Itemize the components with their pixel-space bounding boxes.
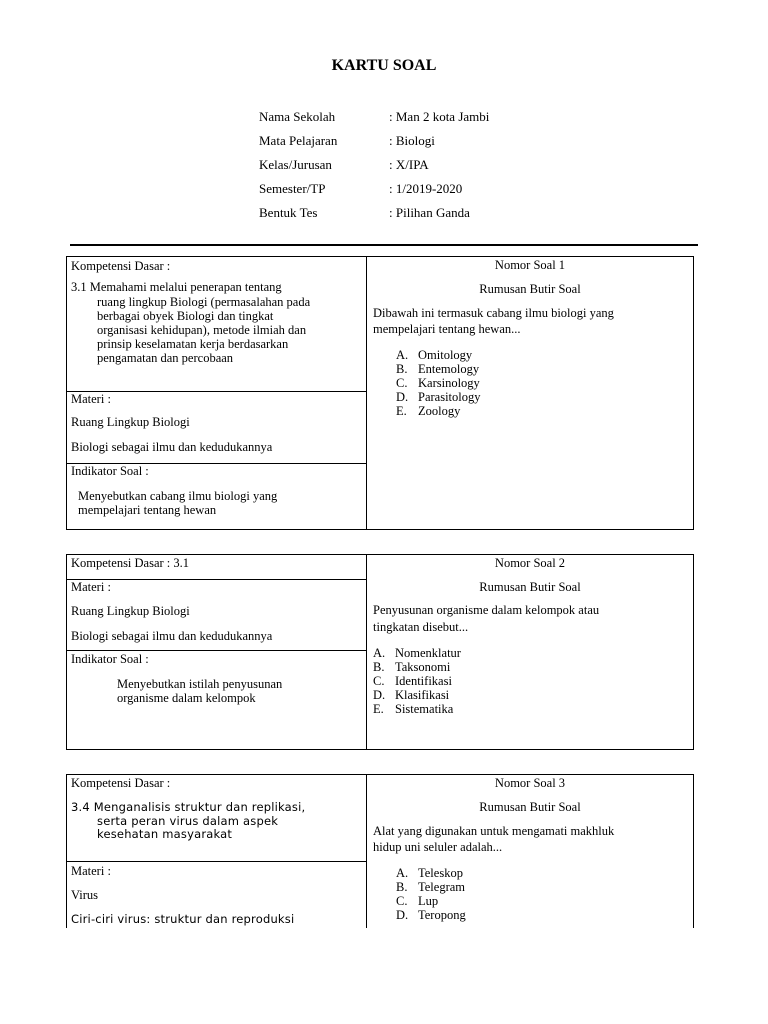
soal-column	[367, 555, 693, 749]
indikator-line: Menyebutkan cabang ilmu biologi yang	[78, 489, 278, 503]
materi-line: Virus	[71, 888, 99, 902]
question-card-3	[66, 774, 694, 928]
kd-line: pengamatan dan percobaan	[97, 351, 234, 365]
materi-line: Biologi sebagai ilmu dan kedudukannya	[71, 629, 273, 643]
materi-section	[67, 861, 367, 929]
materi-section	[67, 391, 367, 463]
option-b: B. Telegram	[396, 880, 466, 894]
option-c: C. Identifikasi	[373, 674, 452, 688]
meta-value-kelas: : X/IPA	[389, 157, 429, 172]
kompetensi-dasar-section	[67, 257, 367, 391]
kompetensi-dasar-section	[67, 555, 367, 579]
option-d: D. Teropong	[396, 908, 466, 922]
nomor-soal: Nomor Soal 2	[494, 556, 566, 570]
materi-section	[67, 579, 367, 650]
meta-label-semester: Semester/TP	[259, 181, 326, 196]
kd-label: Kompetensi Dasar :	[71, 259, 171, 273]
meta-label-bentuk-tes: Bentuk Tes	[259, 205, 318, 220]
meta-label-mata-pelajaran: Mata Pelajaran	[259, 133, 338, 148]
question-line: hidup uni seluler adalah...	[373, 840, 503, 854]
kompetensi-dasar-section	[67, 775, 367, 861]
materi-line: Biologi sebagai ilmu dan kedudukannya	[71, 440, 273, 454]
kd-line: kesehatan masyarakat	[97, 827, 233, 841]
rumusan-butir-soal: Rumusan Butir Soal	[479, 800, 581, 814]
option-e: E. Sistematika	[373, 702, 454, 716]
question-line: Dibawah ini termasuk cabang ilmu biologi yang	[373, 306, 614, 320]
kd-line: prinsip keselamatan kerja berdasarkan	[97, 337, 289, 351]
kd-label: Kompetensi Dasar : 3.1	[71, 556, 190, 570]
materi-line: Ciri-ciri virus: struktur dan reproduksi	[71, 912, 295, 926]
nomor-soal: Nomor Soal 3	[494, 776, 566, 790]
meta-label-nama-sekolah: Nama Sekolah	[259, 109, 336, 124]
indikator-label: Indikator Soal :	[71, 464, 149, 478]
question-line: Alat yang digunakan untuk mengamati makhluk	[373, 824, 615, 838]
materi-label: Materi :	[71, 392, 111, 406]
soal-column	[367, 257, 693, 529]
question-line: Penyusunan organisme dalam kelompok atau	[373, 603, 600, 617]
kd-line: berbagai obyek Biologi dan tingkat	[97, 309, 274, 323]
meta-label-kelas: Kelas/Jurusan	[259, 157, 332, 172]
meta-value-bentuk-tes: : Pilihan Ganda	[389, 205, 470, 220]
kd-line: organisasi kehidupan), metode ilmiah dan	[97, 323, 307, 337]
indikator-line: Menyebutkan istilah penyusunan	[117, 677, 283, 691]
materi-line: Ruang Lingkup Biologi	[71, 604, 190, 618]
option-a: A. Teleskop	[396, 866, 463, 880]
question-card-2	[66, 554, 694, 750]
rumusan-butir-soal: Rumusan Butir Soal	[479, 580, 581, 594]
option-e: E. Zoology	[396, 404, 461, 418]
kd-line: serta peran virus dalam aspek	[97, 814, 279, 828]
option-b: B. Taksonomi	[373, 660, 451, 674]
kd-line: ruang lingkup Biologi (permasalahan pada	[97, 295, 311, 309]
indikator-line: organisme dalam kelompok	[117, 691, 256, 705]
divider	[70, 244, 698, 246]
materi-label: Materi :	[71, 864, 111, 878]
option-d: D. Klasifikasi	[373, 688, 450, 702]
meta-value-semester: : 1/2019-2020	[389, 181, 463, 196]
question-line: tingkatan disebut...	[373, 620, 469, 634]
question-card-1	[66, 256, 694, 530]
question-line: mempelajari tentang hewan...	[373, 322, 521, 336]
indikator-line: mempelajari tentang hewan	[78, 503, 217, 517]
meta-value-mata-pelajaran: : Biologi	[389, 133, 435, 148]
soal-column	[367, 775, 693, 928]
materi-label: Materi :	[71, 580, 111, 594]
rumusan-butir-soal: Rumusan Butir Soal	[479, 282, 581, 296]
option-d: D. Parasitology	[396, 390, 481, 404]
kd-label: Kompetensi Dasar :	[71, 776, 171, 790]
kd-line: 3.4 Menganalisis struktur dan replikasi,	[71, 800, 306, 814]
materi-line: Ruang Lingkup Biologi	[71, 415, 190, 429]
kd-line: 3.1 Memahami melalui penerapan tentang	[71, 280, 282, 294]
nomor-soal: Nomor Soal 1	[494, 258, 566, 272]
indikator-label: Indikator Soal :	[71, 652, 149, 666]
meta-value-nama-sekolah: : Man 2 kota Jambi	[389, 109, 490, 124]
indikator-section	[67, 463, 367, 529]
option-c: C. Lup	[396, 894, 439, 908]
option-b: B. Entemology	[396, 362, 480, 376]
option-c: C. Karsinology	[396, 376, 480, 390]
indikator-section	[67, 650, 367, 749]
option-a: A. Nomenklatur	[373, 646, 461, 660]
option-a: A. Omitology	[396, 348, 473, 362]
page-title: KARTU SOAL	[331, 57, 437, 74]
